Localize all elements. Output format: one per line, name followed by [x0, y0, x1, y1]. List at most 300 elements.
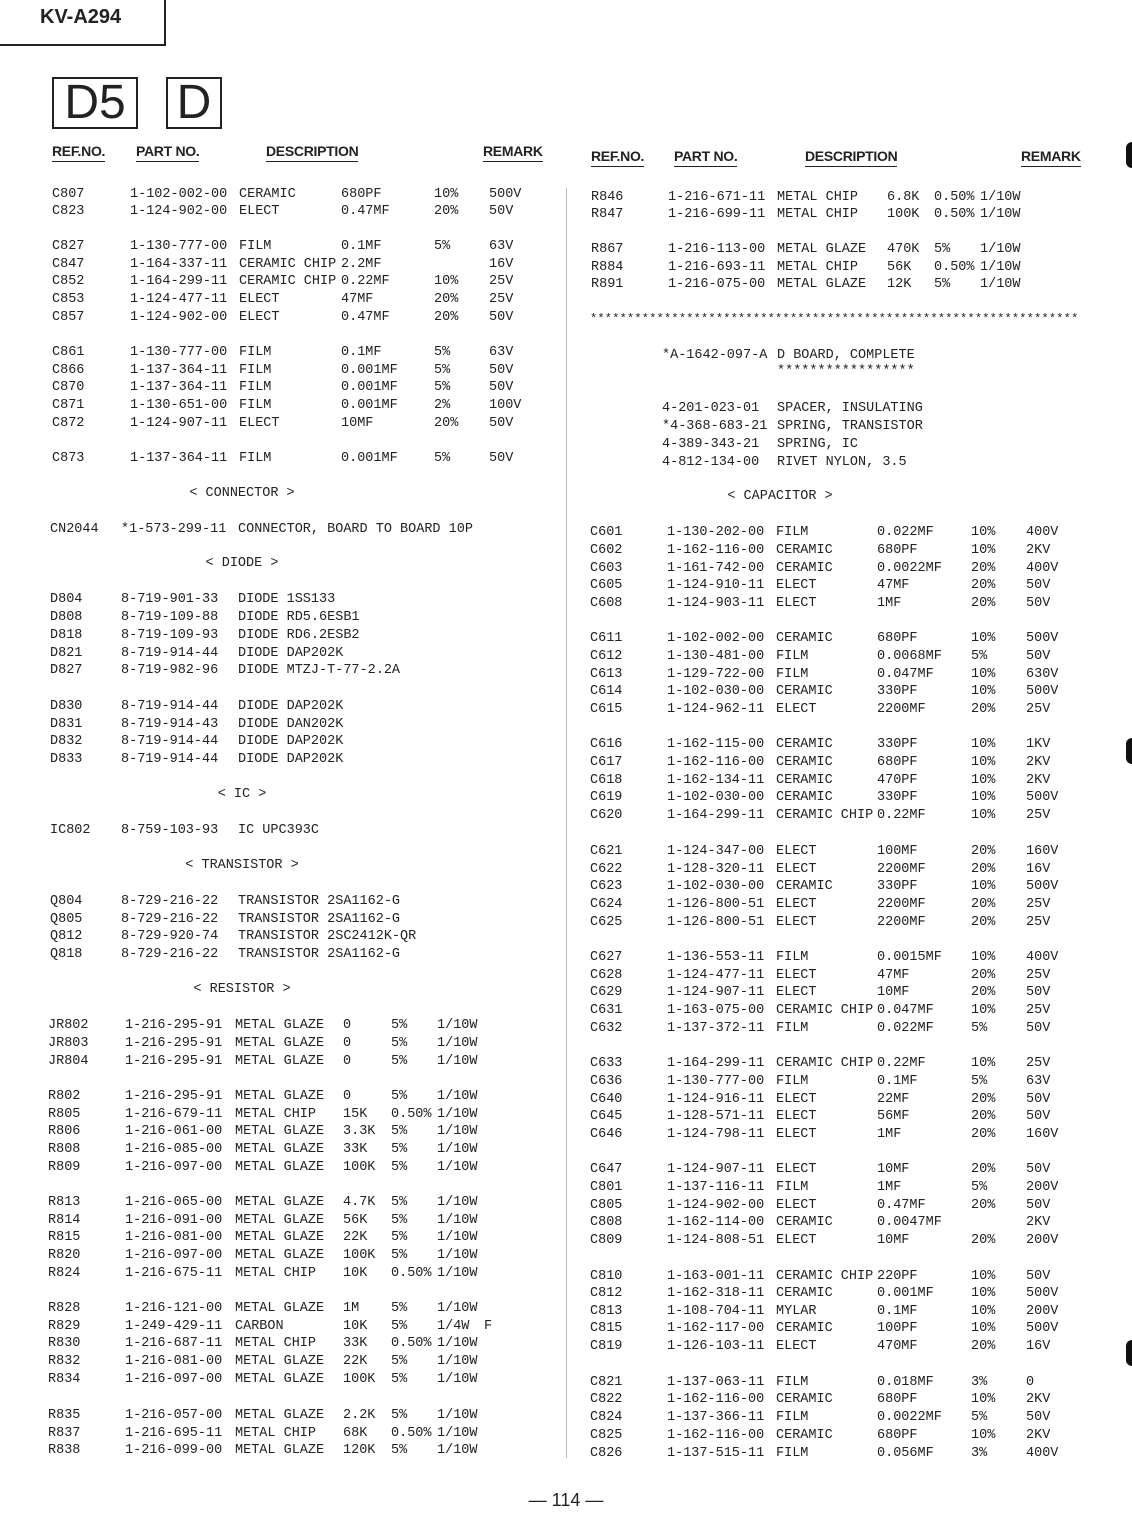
cell-value: 0.0068MF	[877, 649, 942, 664]
cell-ref-no: C824	[590, 1410, 623, 1425]
cell-rating: 1/10W	[437, 1142, 478, 1157]
cell-description: CONNECTOR, BOARD TO BOARD 10P	[238, 522, 473, 537]
cell-part-no: 4-201-023-01	[662, 401, 760, 416]
cell-rating: 25V	[1026, 702, 1051, 717]
cell-ref-no: R815	[48, 1230, 81, 1245]
cell-part-no: 1-130-651-00	[130, 398, 228, 413]
cell-part-no: 1-102-030-00	[667, 790, 765, 805]
cell-description: METAL CHIP	[777, 260, 859, 275]
cell-part-no: 8-719-914-44	[121, 734, 219, 749]
cell-value: 680PF	[877, 631, 918, 646]
cell-part-no: 1-137-364-11	[130, 451, 228, 466]
cell-description: CERAMIC	[776, 879, 833, 894]
cell-value: 0.047MF	[877, 667, 934, 682]
cell-description: METAL GLAZE	[777, 277, 867, 292]
cell-ref-no: R846	[591, 190, 624, 205]
cell-description: ELECT	[239, 204, 280, 219]
cell-part-no: 1-124-907-11	[667, 1162, 765, 1177]
section-heading: < CONNECTOR >	[189, 486, 295, 501]
cell-description: METAL GLAZE	[777, 242, 867, 257]
cell-rating: 1/10W	[980, 242, 1021, 257]
cell-rating: 1/10W	[437, 1266, 478, 1281]
cell-description: FILM	[239, 451, 272, 466]
cell-ref-no: R808	[48, 1142, 81, 1157]
cell-value: 2200MF	[877, 702, 926, 717]
cell-tolerance: 5%	[971, 649, 988, 664]
cell-value: 2200MF	[877, 862, 926, 877]
cell-rating: 500V	[1026, 879, 1059, 894]
cell-description: METAL GLAZE	[235, 1142, 325, 1157]
section-heading: < DIODE >	[205, 556, 279, 571]
cell-part-no: 1-130-202-00	[667, 525, 765, 540]
cell-part-no: 1-216-097-00	[125, 1248, 223, 1263]
cell-part-no: 8-729-920-74	[121, 929, 219, 944]
cell-tolerance: 5%	[434, 380, 451, 395]
cell-value: 470PF	[877, 773, 918, 788]
page-number: — 114 —	[528, 1490, 604, 1510]
cell-part-no: 1-162-116-00	[667, 1392, 765, 1407]
cell-description: D BOARD, COMPLETE	[777, 348, 915, 363]
cell-description: CERAMIC	[776, 543, 833, 558]
cell-rating: 2KV	[1026, 1428, 1051, 1443]
cell-rating: 25V	[1026, 808, 1051, 823]
cell-rating: 1/10W	[437, 1089, 478, 1104]
cell-tolerance: 10%	[971, 808, 996, 823]
cell-part-no: 8-719-109-88	[121, 610, 219, 625]
cell-rating: 500V	[489, 187, 522, 202]
cell-ref-no: C611	[590, 631, 623, 646]
cell-rating: 400V	[1026, 561, 1059, 576]
cell-description: CERAMIC CHIP	[239, 257, 337, 272]
cell-ref-no: C627	[590, 950, 623, 965]
cell-description: ELECT	[776, 1198, 817, 1213]
cell-part-no: 1-249-429-11	[125, 1319, 223, 1334]
cell-ref-no: D818	[50, 628, 83, 643]
header-remark-left: REMARK	[483, 143, 543, 162]
cell-tolerance: 20%	[971, 1198, 996, 1213]
cell-part-no: 1-216-097-00	[125, 1160, 223, 1175]
cell-rating: 50V	[489, 204, 514, 219]
cell-tolerance: 10%	[971, 950, 996, 965]
cell-description: CERAMIC	[776, 684, 833, 699]
cell-ref-no: R829	[48, 1319, 81, 1334]
cell-value: 4.7K	[343, 1195, 376, 1210]
cell-tolerance: 20%	[434, 416, 459, 431]
cell-ref-no: C629	[590, 985, 623, 1000]
cell-value: 0.0047MF	[877, 1215, 942, 1230]
cell-tolerance: 10%	[434, 274, 459, 289]
cell-part-no: 1-164-299-11	[130, 274, 228, 289]
cell-value: 680PF	[341, 187, 382, 202]
column-divider	[566, 188, 567, 1458]
cell-part-no: 4-389-343-21	[662, 437, 760, 452]
cell-part-no: 1-128-571-11	[667, 1109, 765, 1124]
cell-ref-no: C608	[590, 596, 623, 611]
cell-description: ELECT	[776, 1339, 817, 1354]
cell-rating: 16V	[1026, 1339, 1051, 1354]
cell-part-no: 8-719-914-44	[121, 699, 219, 714]
cell-part-no: 1-102-002-00	[667, 631, 765, 646]
cell-description: ELECT	[776, 1109, 817, 1124]
cell-part-no: 1-124-910-11	[667, 578, 765, 593]
cell-value: 47MF	[341, 292, 374, 307]
cell-tolerance: 20%	[971, 897, 996, 912]
cell-tolerance: 5%	[391, 1319, 408, 1334]
cell-part-no: 1-216-687-11	[125, 1336, 223, 1351]
cell-part-no: 1-102-030-00	[667, 879, 765, 894]
cell-ref-no: C625	[590, 915, 623, 930]
cell-description: ELECT	[776, 985, 817, 1000]
cell-rating: 50V	[489, 310, 514, 325]
cell-description: ELECT	[239, 310, 280, 325]
cell-rating: 2KV	[1026, 543, 1051, 558]
cell-ref-no: JR803	[48, 1036, 89, 1051]
cell-ref-no: R837	[48, 1426, 81, 1441]
cell-rating: 1/10W	[437, 1195, 478, 1210]
cell-description: TRANSISTOR 2SA1162-G	[238, 894, 401, 909]
cell-description: ELECT	[776, 1162, 817, 1177]
cell-rating: 1/10W	[437, 1248, 478, 1263]
cell-part-no: 1-137-116-11	[667, 1180, 765, 1195]
cell-ref-no: C823	[52, 204, 85, 219]
cell-ref-no: C632	[590, 1021, 623, 1036]
cell-tolerance: 5%	[971, 1180, 988, 1195]
cell-description: *****************	[777, 364, 915, 379]
cell-rating: 200V	[1026, 1180, 1059, 1195]
cell-value: 47MF	[877, 968, 910, 983]
cell-value: 0.22MF	[341, 274, 390, 289]
cell-rating: 63V	[489, 239, 514, 254]
cell-ref-no: C647	[590, 1162, 623, 1177]
cell-part-no: 1-216-295-91	[125, 1089, 223, 1104]
cell-rating: 1/10W	[437, 1230, 478, 1245]
cell-ref-no: C633	[590, 1056, 623, 1071]
cell-part-no: 1-137-515-11	[667, 1446, 765, 1461]
cell-tolerance: 20%	[971, 561, 996, 576]
cell-value: 100K	[343, 1160, 376, 1175]
cell-rating: 50V	[489, 416, 514, 431]
cell-description: METAL GLAZE	[235, 1089, 325, 1104]
cell-value: 0	[343, 1036, 352, 1051]
cell-description: METAL GLAZE	[235, 1354, 325, 1369]
cell-value: 2200MF	[877, 897, 926, 912]
cell-ref-no: C866	[52, 363, 85, 378]
cell-tolerance: 10%	[971, 525, 996, 540]
cell-rating: 1/10W	[437, 1054, 478, 1069]
cell-description: SPRING, IC	[777, 437, 859, 452]
cell-description: DIODE RD5.6ESB1	[238, 610, 360, 625]
cell-ref-no: C619	[590, 790, 623, 805]
cell-rating: 1/10W	[437, 1336, 478, 1351]
cell-ref-no: CN2044	[50, 522, 99, 537]
cell-tolerance: 0.50%	[934, 207, 975, 222]
cell-rating: 2KV	[1026, 1215, 1051, 1230]
cell-ref-no: R820	[48, 1248, 81, 1263]
cell-tolerance: 10%	[971, 737, 996, 752]
cell-ref-no: R835	[48, 1408, 81, 1423]
cell-tolerance: 5%	[391, 1248, 408, 1263]
cell-rating: 1/10W	[437, 1213, 478, 1228]
cell-part-no: 1-137-364-11	[130, 363, 228, 378]
cell-value: 0.1MF	[877, 1074, 918, 1089]
cell-value: 0.1MF	[341, 239, 382, 254]
header-part-right: PART NO.	[674, 148, 737, 167]
cell-ref-no: R813	[48, 1195, 81, 1210]
cell-value: 0.022MF	[877, 1021, 934, 1036]
cell-ref-no: R838	[48, 1443, 81, 1458]
cell-value: 68K	[343, 1426, 368, 1441]
cell-ref-no: C870	[52, 380, 85, 395]
cell-value: 1MF	[877, 596, 902, 611]
cell-rating: 63V	[1026, 1074, 1051, 1089]
cell-part-no: 1-216-061-00	[125, 1124, 223, 1139]
cell-value: 1M	[343, 1301, 360, 1316]
cell-part-no: 4-812-134-00	[662, 455, 760, 470]
cell-ref-no: C821	[590, 1375, 623, 1390]
cell-value: 22MF	[877, 1092, 910, 1107]
cell-rating: 500V	[1026, 790, 1059, 805]
cell-part-no: 1-124-903-11	[667, 596, 765, 611]
section-label-d: D	[166, 77, 222, 129]
cell-part-no: 1-216-113-00	[668, 242, 766, 257]
cell-description: ELECT	[776, 1233, 817, 1248]
cell-description: ELECT	[776, 1127, 817, 1142]
cell-tolerance: 20%	[971, 1092, 996, 1107]
cell-part-no: 8-759-103-93	[121, 823, 219, 838]
cell-ref-no: C808	[590, 1215, 623, 1230]
cell-part-no: 1-124-907-11	[130, 416, 228, 431]
cell-description: CERAMIC CHIP	[776, 1056, 874, 1071]
cell-value: 0.1MF	[877, 1304, 918, 1319]
cell-value: 680PF	[877, 1428, 918, 1443]
cell-value: 680PF	[877, 755, 918, 770]
cell-tolerance: 5%	[391, 1018, 408, 1033]
cell-tolerance: 5%	[391, 1408, 408, 1423]
cell-value: 6.8K	[887, 190, 920, 205]
cell-tolerance: 10%	[971, 790, 996, 805]
cell-rating: 1/10W	[437, 1107, 478, 1122]
cell-part-no: 1-216-295-91	[125, 1054, 223, 1069]
cell-description: DIODE DAP202K	[238, 699, 344, 714]
cell-rating: 400V	[1026, 950, 1059, 965]
cell-ref-no: R802	[48, 1089, 81, 1104]
cell-value: 0.001MF	[341, 380, 398, 395]
cell-rating: 25V	[1026, 915, 1051, 930]
cell-part-no: 1-130-481-00	[667, 649, 765, 664]
cell-ref-no: C618	[590, 773, 623, 788]
cell-description: SPRING, TRANSISTOR	[777, 419, 923, 434]
cell-part-no: 1-124-477-11	[667, 968, 765, 983]
cell-part-no: 1-162-114-00	[667, 1215, 765, 1230]
header-ref-right: REF.NO.	[591, 148, 644, 167]
cell-rating: 50V	[489, 380, 514, 395]
cell-description: ELECT	[776, 596, 817, 611]
cell-value: 2.2MF	[341, 257, 382, 272]
cell-tolerance: 5%	[391, 1124, 408, 1139]
binding-hole	[1126, 142, 1132, 168]
cell-part-no: 1-216-295-91	[125, 1018, 223, 1033]
cell-ref-no: C614	[590, 684, 623, 699]
cell-tolerance: 10%	[971, 1269, 996, 1284]
cell-description: METAL GLAZE	[235, 1443, 325, 1458]
cell-part-no: 1-124-902-00	[130, 310, 228, 325]
cell-part-no: 1-164-299-11	[667, 1056, 765, 1071]
cell-value: 0.0015MF	[877, 950, 942, 965]
cell-part-no: 1-164-299-11	[667, 808, 765, 823]
section-heading: < TRANSISTOR >	[185, 858, 299, 873]
cell-value: 47MF	[877, 578, 910, 593]
cell-ref-no: R884	[591, 260, 624, 275]
cell-part-no: 8-719-901-33	[121, 592, 219, 607]
cell-tolerance: 5%	[434, 345, 451, 360]
cell-part-no: 1-137-366-11	[667, 1410, 765, 1425]
cell-part-no: 1-129-722-00	[667, 667, 765, 682]
cell-description: METAL CHIP	[777, 190, 859, 205]
header-remark-right: REMARK	[1021, 148, 1081, 167]
cell-value: 100K	[343, 1248, 376, 1263]
cell-description: METAL GLAZE	[235, 1124, 325, 1139]
cell-tolerance: 5%	[391, 1230, 408, 1245]
cell-rating: 50V	[1026, 1198, 1051, 1213]
cell-part-no: 1-164-337-11	[130, 257, 228, 272]
cell-tolerance: 0.50%	[391, 1107, 432, 1122]
cell-part-no: 8-719-914-44	[121, 646, 219, 661]
cell-description: CERAMIC	[776, 737, 833, 752]
cell-rating: 1/10W	[437, 1018, 478, 1033]
cell-tolerance: 20%	[971, 862, 996, 877]
cell-description: TRANSISTOR 2SA1162-G	[238, 947, 401, 962]
cell-part-no: 8-729-216-22	[121, 894, 219, 909]
cell-ref-no: D827	[50, 663, 83, 678]
cell-tolerance: 3%	[971, 1446, 988, 1461]
cell-description: METAL GLAZE	[235, 1160, 325, 1175]
cell-description: FILM	[776, 649, 809, 664]
cell-part-no: 1-126-103-11	[667, 1339, 765, 1354]
cell-tolerance: 10%	[971, 879, 996, 894]
cell-rating: 1/10W	[980, 277, 1021, 292]
header-desc-left: DESCRIPTION	[266, 143, 358, 162]
cell-tolerance: 5%	[971, 1021, 988, 1036]
cell-ref-no: C871	[52, 398, 85, 413]
cell-ref-no: C847	[52, 257, 85, 272]
cell-value: 1MF	[877, 1180, 902, 1195]
cell-description: CARBON	[235, 1319, 284, 1334]
cell-tolerance: 10%	[971, 543, 996, 558]
cell-tolerance: 5%	[971, 1410, 988, 1425]
cell-description: DIODE DAN202K	[238, 717, 344, 732]
cell-rating: 1/10W	[437, 1160, 478, 1175]
cell-rating: 500V	[1026, 631, 1059, 646]
cell-value: 0	[343, 1054, 352, 1069]
cell-tolerance: 20%	[971, 1109, 996, 1124]
cell-part-no: 8-719-914-43	[121, 717, 219, 732]
cell-ref-no: C622	[590, 862, 623, 877]
cell-rating: 16V	[1026, 862, 1051, 877]
cell-rating: 200V	[1026, 1233, 1059, 1248]
cell-ref-no: C602	[590, 543, 623, 558]
cell-part-no: 8-719-982-96	[121, 663, 219, 678]
cell-value: 330PF	[877, 684, 918, 699]
cell-part-no: 1-102-030-00	[667, 684, 765, 699]
binding-hole	[1126, 1340, 1132, 1366]
cell-ref-no: C613	[590, 667, 623, 682]
cell-value: 2200MF	[877, 915, 926, 930]
cell-part-no: 1-162-115-00	[667, 737, 765, 752]
cell-description: RIVET NYLON, 3.5	[777, 455, 907, 470]
cell-ref-no: C853	[52, 292, 85, 307]
cell-part-no: 1-124-347-00	[667, 844, 765, 859]
cell-tolerance: 5%	[934, 277, 951, 292]
cell-rating: 50V	[1026, 985, 1051, 1000]
cell-description: CERAMIC	[776, 1321, 833, 1336]
cell-description: ELECT	[776, 844, 817, 859]
cell-value: 22K	[343, 1354, 368, 1369]
cell-value: 12K	[887, 277, 912, 292]
cell-description: ELECT	[776, 702, 817, 717]
cell-description: METAL GLAZE	[235, 1213, 325, 1228]
cell-rating: 50V	[1026, 578, 1051, 593]
cell-rating: 1/10W	[980, 260, 1021, 275]
cell-ref-no: C640	[590, 1092, 623, 1107]
cell-part-no: *4-368-683-21	[662, 419, 768, 434]
cell-description: METAL GLAZE	[235, 1230, 325, 1245]
cell-description: CERAMIC	[776, 755, 833, 770]
cell-description: ELECT	[776, 897, 817, 912]
cell-rating: 2KV	[1026, 773, 1051, 788]
cell-ref-no: C812	[590, 1286, 623, 1301]
cell-value: 0	[343, 1018, 352, 1033]
cell-rating: 50V	[489, 451, 514, 466]
cell-tolerance: 0.50%	[391, 1426, 432, 1441]
cell-part-no: 8-719-109-93	[121, 628, 219, 643]
cell-description: METAL CHIP	[235, 1336, 317, 1351]
cell-tolerance: 10%	[971, 773, 996, 788]
cell-tolerance: 5%	[434, 239, 451, 254]
cell-tolerance: 10%	[971, 1304, 996, 1319]
cell-part-no: 1-216-121-00	[125, 1301, 223, 1316]
cell-description: METAL CHIP	[235, 1107, 317, 1122]
cell-description: MYLAR	[776, 1304, 817, 1319]
cell-rating: 50V	[1026, 649, 1051, 664]
cell-rating: 1/10W	[437, 1426, 478, 1441]
cell-ref-no: C819	[590, 1339, 623, 1354]
cell-tolerance: 20%	[971, 915, 996, 930]
cell-tolerance: 20%	[971, 702, 996, 717]
cell-ref-no: C620	[590, 808, 623, 823]
cell-description: FILM	[776, 1180, 809, 1195]
cell-part-no: 1-163-001-11	[667, 1269, 765, 1284]
cell-description: FILM	[239, 380, 272, 395]
cell-part-no: 1-216-085-00	[125, 1142, 223, 1157]
cell-rating: 50V	[1026, 1410, 1051, 1425]
cell-ref-no: JR804	[48, 1054, 89, 1069]
cell-description: CERAMIC	[776, 1428, 833, 1443]
cell-value: 0.001MF	[341, 398, 398, 413]
cell-rating: 1/10W	[437, 1354, 478, 1369]
cell-part-no: 1-216-091-00	[125, 1213, 223, 1228]
cell-part-no: 8-729-216-22	[121, 947, 219, 962]
cell-rating: 50V	[1026, 596, 1051, 611]
cell-tolerance: 10%	[971, 631, 996, 646]
cell-value: 0.056MF	[877, 1446, 934, 1461]
cell-tolerance: 20%	[971, 1127, 996, 1142]
cell-part-no: 1-126-800-51	[667, 897, 765, 912]
cell-tolerance: 20%	[971, 596, 996, 611]
cell-description: FILM	[239, 345, 272, 360]
cell-part-no: 1-163-075-00	[667, 1003, 765, 1018]
cell-rating: 400V	[1026, 1446, 1059, 1461]
cell-rating: 25V	[1026, 968, 1051, 983]
